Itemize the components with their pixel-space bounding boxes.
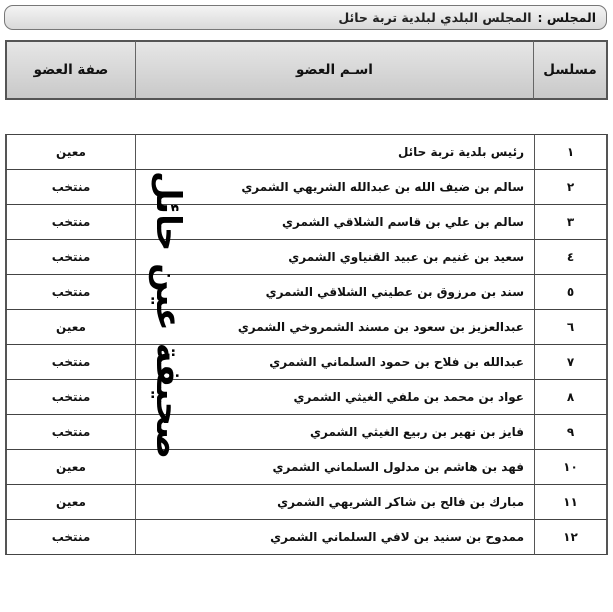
column-header-number: مسلسل: [534, 40, 608, 100]
member-name: عبدالله بن فلاح بن حمود السلماني الشمري: [135, 345, 534, 380]
table-row: [5, 275, 608, 310]
row-number: ١٠: [534, 450, 608, 485]
table-row: [5, 520, 608, 555]
row-number: ٨: [534, 380, 608, 415]
member-type: معين: [5, 450, 135, 485]
row-number: ٢: [534, 170, 608, 205]
column-header-name: اسـم العضو: [135, 40, 534, 100]
member-type: معين: [5, 485, 135, 520]
member-name: مبارك بن فالح بن شاكر الشريهي الشمري: [135, 485, 534, 520]
table-row: [5, 134, 608, 170]
member-type: منتخب: [5, 520, 135, 555]
member-type: منتخب: [5, 170, 135, 205]
row-number: ٣: [534, 205, 608, 240]
table-row: [5, 380, 608, 415]
member-type: منتخب: [5, 380, 135, 415]
member-name: سند بن مرزوق بن عطيني الشلاقي الشمري: [135, 275, 534, 310]
member-name: سالم بن ضيف الله بن عبدالله الشريهي الشمري: [135, 170, 534, 205]
council-header: [4, 5, 607, 30]
member-type: معين: [5, 134, 135, 170]
member-name: فهد بن هاشم بن مدلول السلماني الشمري: [135, 450, 534, 485]
member-type: منتخب: [5, 345, 135, 380]
member-name: عبدالعزيز بن سعود بن مسند الشمروخي الشمري: [135, 310, 534, 345]
table-row: [5, 345, 608, 380]
member-name: ممدوح بن سنيد بن لافي السلماني الشمري: [135, 520, 534, 555]
table-row: [5, 310, 608, 345]
table-row: [5, 240, 608, 275]
row-number: ١٢: [534, 520, 608, 555]
member-name: عواد بن محمد بن ملفي الغيثي الشمري: [135, 380, 534, 415]
table-row: [5, 205, 608, 240]
table-row: [5, 415, 608, 450]
row-number: ٩: [534, 415, 608, 450]
council-label: المجلس :: [537, 10, 596, 25]
row-number: ١١: [534, 485, 608, 520]
row-number: ٤: [534, 240, 608, 275]
watermark-text: صحيفة عين حائل: [148, 170, 188, 460]
member-type: منتخب: [5, 205, 135, 240]
table-row: [5, 485, 608, 520]
member-type: معين: [5, 310, 135, 345]
member-type: منتخب: [5, 275, 135, 310]
table-row: [5, 450, 608, 485]
members-table: [5, 40, 608, 555]
table-header-row: [5, 40, 608, 100]
row-number: ١: [534, 134, 608, 170]
member-name: رئيس بلدية تربة حائل: [135, 134, 534, 170]
member-name: فايز بن نهير بن ربيع الغيثي الشمري: [135, 415, 534, 450]
member-name: سالم بن علي بن قاسم الشلاقي الشمري: [135, 205, 534, 240]
council-name: المجلس البلدي لبلدية تربة حائل: [338, 10, 532, 25]
row-number: ٦: [534, 310, 608, 345]
member-type: منتخب: [5, 240, 135, 275]
table-row: [5, 170, 608, 205]
member-name: سعيد بن غنيم بن عبيد القنياوي الشمري: [135, 240, 534, 275]
column-header-type: صفة العضو: [5, 40, 135, 100]
row-number: ٥: [534, 275, 608, 310]
row-number: ٧: [534, 345, 608, 380]
member-type: منتخب: [5, 415, 135, 450]
